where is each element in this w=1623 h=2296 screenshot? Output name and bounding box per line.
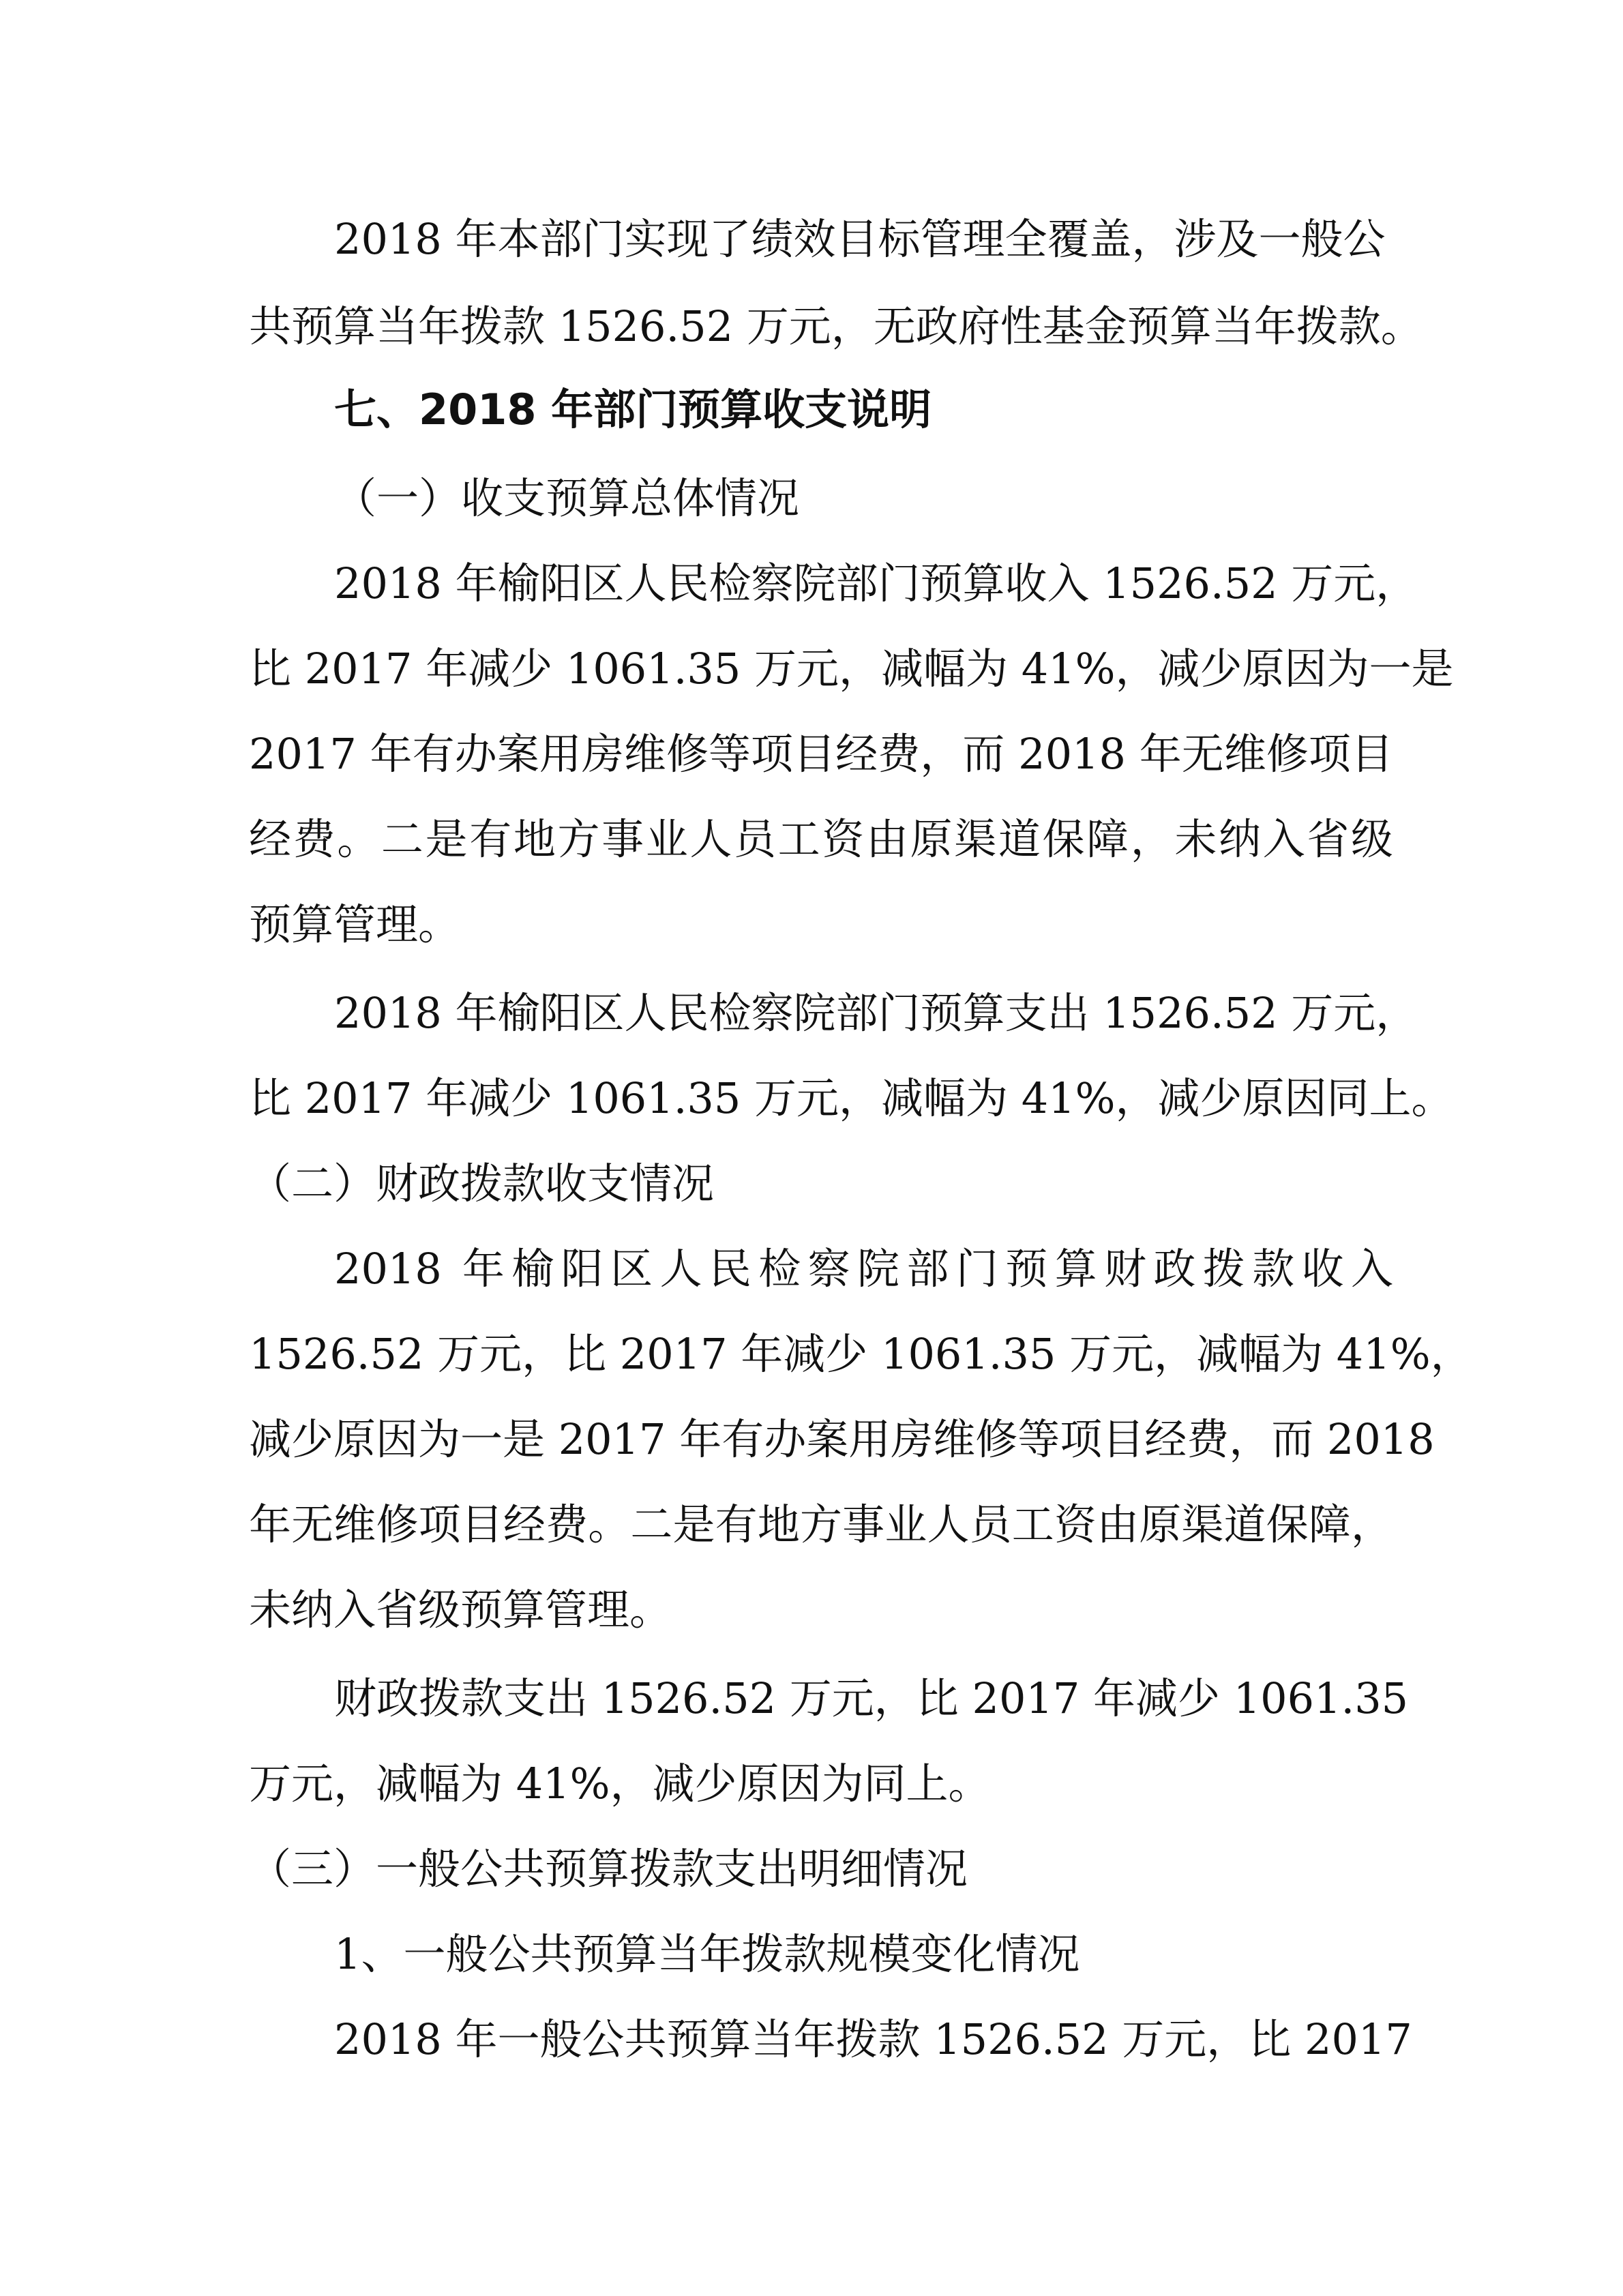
para3-line2: 比 2017 年减少 1061.35 万元，减幅为 41%，减少原因同上。	[249, 1073, 1454, 1123]
para4-line2: 1526.52 万元，比 2017 年减少 1061.35 万元，减幅为 41%，	[249, 1329, 1473, 1379]
para1-line2: 共预算当年拨款 1526.52 万元，无政府性基金预算当年拨款。	[249, 301, 1423, 351]
item1-title: 1、一般公共预算当年拨款规模变化情况	[334, 1929, 1080, 1979]
para2-line1: 2018 年榆阳区人民检察院部门预算收入 1526.52 万元，	[334, 558, 1418, 608]
para2-line2: 比 2017 年减少 1061.35 万元，减幅为 41%，减少原因为一是	[249, 644, 1454, 694]
para4-line5: 未纳入省级预算管理。	[249, 1585, 672, 1635]
sub1-title: （一）收支预算总体情况	[334, 473, 800, 523]
para6-line1: 2018 年一般公共预算当年拨款 1526.52 万元，比 2017	[334, 2014, 1412, 2064]
para4-line4: 年无维修项目经费。二是有地方事业人员工资由原渠道保障，	[249, 1500, 1393, 1549]
para5-line2: 万元，减幅为 41%，减少原因为同上。	[249, 1759, 991, 1808]
sub3-title: （三）一般公共预算拨款支出明细情况	[249, 1844, 968, 1894]
para3-line1: 2018 年榆阳区人民检察院部门预算支出 1526.52 万元，	[334, 988, 1418, 1038]
section7-title: 七、2018 年部门预算收支说明	[334, 385, 932, 434]
sub2-title: （二）财政拨款收支情况	[249, 1159, 715, 1208]
para2-line3: 2017 年有办案用房维修等项目经费，而 2018 年无维修项目	[249, 729, 1393, 779]
para2-line5: 预算管理。	[249, 899, 461, 949]
para1-line1: 2018 年本部门实现了绩效目标管理全覆盖，涉及一般公	[334, 214, 1386, 264]
para4-line1: 2018 年榆阳区人民检察院部门预算财政拨款收入	[334, 1244, 1393, 1294]
para5-line1: 财政拨款支出 1526.52 万元，比 2017 年减少 1061.35	[334, 1673, 1409, 1723]
para4-line3: 减少原因为一是 2017 年有办案用房维修等项目经费，而 2018	[249, 1414, 1435, 1464]
para2-line4: 经费。二是有地方事业人员工资由原渠道保障，未纳入省级	[249, 814, 1393, 864]
